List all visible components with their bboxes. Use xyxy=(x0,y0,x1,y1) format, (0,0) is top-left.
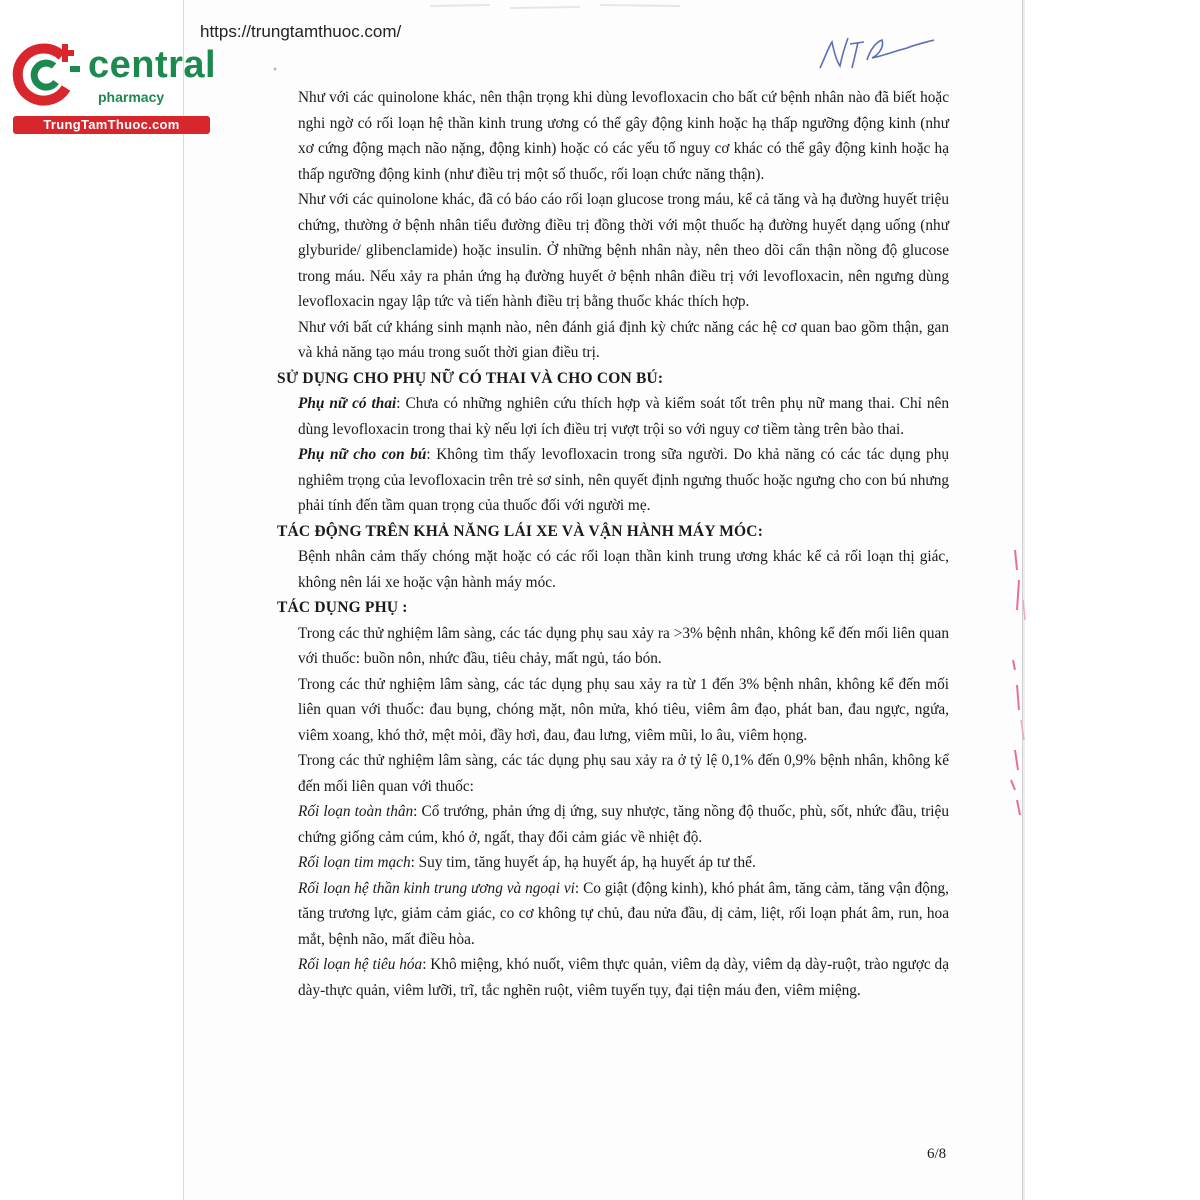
text-pregnant: : Chưa có những nghiên cứu thích hợp và kiểm soát tốt trên phụ nữ mang thai. Chỉ nên dùng levofloxacin trong thai kỳ nếu lợi ích điều trị vượt trội so với nguy cơ tiềm tàng trên bào thai. xyxy=(298,395,949,438)
term-nervous: Rối loạn hệ thần kinh trung ương và ngoại vi xyxy=(298,879,575,897)
text-systemic: : Cổ trướng, phản ứng dị ứng, suy nhược, tăng nồng độ thuốc, phù, sốt, nhức đầu, triệu chứng giống cảm cúm, khó ở, ngất, thay đổi cảm giác về nhiệt độ. xyxy=(298,803,949,846)
page-number: 6/8 xyxy=(927,1146,947,1162)
paragraph-systemic-disorders xyxy=(277,799,949,850)
heading-side-effects: TÁC DỤNG PHỤ : xyxy=(277,599,408,616)
term-cardiovascular: Rối loạn tim mạch xyxy=(298,854,411,871)
paragraph-cardiovascular-disorders xyxy=(277,850,949,876)
source-url[interactable]: https://trungtamthuoc.com/ xyxy=(200,22,402,41)
paragraph-side-effects-1-3: Trong các thử nghiệm lâm sàng, các tác dụng phụ sau xảy ra từ 1 đến 3% bệnh nhân, không kể đến mối liên quan với thuốc: đau bụng, chóng mặt, nôn mửa, khó tiêu, viêm âm đạo, phát ban, đau ngực, ngứa, viêm xoang, khó thở, mệt mỏi, đầy hơi, đau, đau lưng, viêm mũi, lo âu, viêm họng. xyxy=(298,675,949,744)
text-nervous: : Co giật (động kinh), khó phát âm, tăng cảm, tăng vận động, tăng trương lực, giảm cảm giác, co cơ không tự chủ, đau nửa đầu, dị cảm, liệt, rối loạn phát âm, run, hoa mắt, bệnh não, mất điều hòa. xyxy=(298,879,949,948)
paragraph-side-effects-rare: Trong các thử nghiệm lâm sàng, các tác dụng phụ sau xảy ra ở tỷ lệ 0,1% đến 0,9% bệnh nhân, không kể đến mối liên quan với thuốc: xyxy=(298,752,949,795)
paragraph-seizure-warning: Như với các quinolone khác, nên thận trọng khi dùng levofloxacin cho bất cứ bệnh nhân nào đã biết hoặc nghi ngờ có rối loạn hệ thần kinh trung ương có thể gây động kinh hoặc hạ thấp ngưỡng động kinh (như xơ cứng động mạch não nặng, động kinh) hoặc có các yếu tố nguy cơ khác có thể gây động kinh hoặc hạ thấp ngưỡng động kinh (như điều trị một số thuốc, rối loạn chức năng thận). xyxy=(298,89,949,183)
paragraph-glucose-warning: Như với các quinolone khác, đã có báo cáo rối loạn glucose trong máu, kể cả tăng và hạ đường huyết triệu chứng, thường ở bệnh nhân tiểu đường điều trị đồng thời với một thuốc hạ đường huyết dạng uống (như glyburide/ glibenclamide) hoặc insulin. Ở những bệnh nhân này, nên theo dõi cẩn thận nồng độ glucose trong máu. Nếu xảy ra phản ứng hạ đường huyết ở bệnh nhân điều trị với levofloxacin, nên ngưng dùng levofloxacin ngay lập tức và tiến hành điều trị bằng thuốc khác thích hợp. xyxy=(298,191,949,310)
heading-pregnancy: SỬ DỤNG CHO PHỤ NỮ CÓ THAI VÀ CHO CON BÚ: xyxy=(277,369,664,387)
heading-driving: TÁC ĐỘNG TRÊN KHẢ NĂNG LÁI XE VÀ VẬN HÀNH MÁY MÓC: xyxy=(277,522,764,540)
text-nursing: : Không tìm thấy levofloxacin trong sữa người. Do khả năng có các tác dụng phụ nghiêm trọng của levofloxacin trên trẻ sơ sinh, nên quyết định ngưng thuốc hoặc ngưng cho con bú nhưng phải tính đến tầm quan trọng của thuốc đối với người mẹ. xyxy=(298,446,950,514)
document-body xyxy=(277,85,949,1003)
logo-c-cross-icon xyxy=(10,38,82,110)
text-cardiovascular: : Suy tim, tăng huyết áp, hạ huyết áp, hạ huyết áp tư thế. xyxy=(410,854,756,871)
paragraph-nervous-disorders xyxy=(277,876,949,953)
term-gi: Rối loạn hệ tiêu hóa xyxy=(298,956,423,973)
paragraph-nursing xyxy=(277,442,949,519)
scan-dot-mark xyxy=(268,62,282,76)
paragraph-side-effects-common: Trong các thử nghiệm lâm sàng, các tác dụng phụ sau xảy ra >3% bệnh nhân, không kể đến mối liên quan với thuốc: buồn nôn, nhức đầu, tiêu chảy, mất ngủ, táo bón. xyxy=(298,624,949,667)
text-gi: : Khô miệng, khó nuốt, viêm thực quản, viêm dạ dày, viêm dạ dày-ruột, trào ngược dạ dày-thực quản, viêm lưỡi, trĩ, tắc nghẽn ruột, viêm tuyến tụy, đại tiện máu đen, viêm miệng. xyxy=(298,956,949,999)
term-nursing: Phụ nữ cho con bú xyxy=(298,446,427,463)
logo-banner: TrungTamThuoc.com xyxy=(13,116,210,134)
logo-wordmark: central xyxy=(88,44,217,86)
page-edge-stamp-marks xyxy=(1005,540,1035,840)
term-systemic: Rối loạn toàn thân xyxy=(298,803,414,820)
handwritten-signature-icon xyxy=(812,30,942,75)
pharmacy-logo[interactable] xyxy=(10,38,215,138)
paragraph-driving: Bệnh nhân cảm thấy chóng mặt hoặc có các rối loạn thần kinh trung ương khác kể cả rối loạn thị giác, không nên lái xe hoặc vận hành máy móc. xyxy=(298,548,949,591)
term-pregnant: Phụ nữ có thai xyxy=(298,395,397,412)
scan-bleed-marks xyxy=(420,0,720,14)
paragraph-gi-disorders xyxy=(277,952,949,1003)
logo-subtitle: pharmacy xyxy=(98,89,165,105)
paragraph-pregnant xyxy=(277,391,949,442)
page-margin-left xyxy=(0,0,183,1200)
paragraph-organ-monitoring: Như với bất cứ kháng sinh mạnh nào, nên đánh giá định kỳ chức năng các hệ cơ quan bao gồm thận, gan và khả năng tạo máu trong suốt thời gian điều trị. xyxy=(298,318,949,361)
